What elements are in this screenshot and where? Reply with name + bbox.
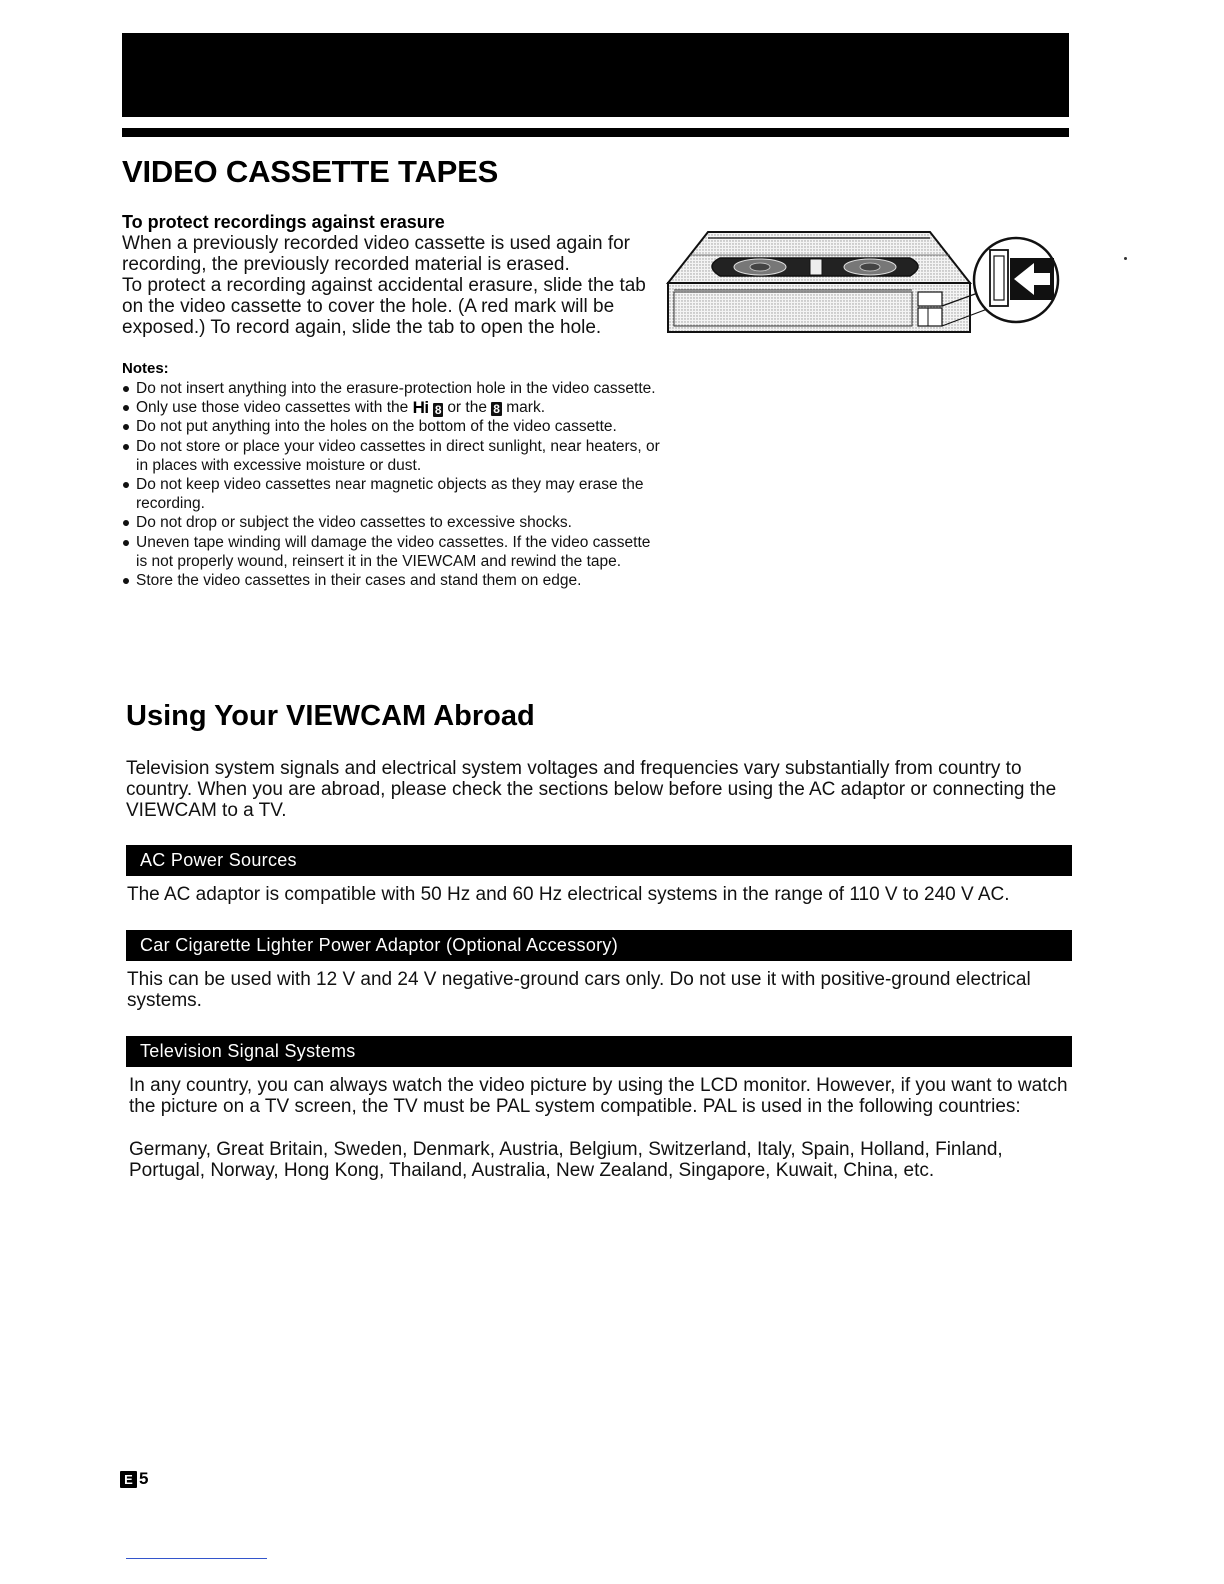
tv-signal-title: Television Signal Systems <box>140 1041 356 1061</box>
note-marks-text-before: Only use those video cassettes with the <box>136 399 409 417</box>
tv-signal-bar <box>126 1036 1072 1067</box>
car-adaptor-title: Car Cigarette Lighter Power Adaptor (Optional Accessory) <box>140 935 619 955</box>
pal-countries-text: Germany, Great Britain, Sweden, Denmark, Austria, Belgium, Switzerland, Italy, Spain, Holland, Finland, Portugal, Norway, Hong Kong, Thailand, Australia, New Zealand, Singapore, Kuwait, China, etc. <box>129 1139 1003 1181</box>
header-black-bar <box>122 33 1069 117</box>
ac-power-text: The AC adaptor is compatible with 50 Hz and 60 Hz electrical systems in the range of 110 V to 240 V AC. <box>127 884 1010 905</box>
tv-signal-text: In any country, you can always watch the video picture by using the LCD monitor. However, if you want to watch the picture on a TV screen, the TV must be PAL system compatible. PAL is used in the following countries: <box>129 1075 1068 1117</box>
video-cassette-illustration <box>660 228 1062 340</box>
protect-heading: To protect recordings against erasure <box>122 212 445 232</box>
page-number-digit: 5 <box>139 1469 149 1488</box>
note-item: Uneven tape winding will damage the video cassettes. If the video cassette is not properly wound, reinsert it in the VIEWCAM and rewind the tape. <box>122 533 662 571</box>
note-item: Do not put anything into the holes on the bottom of the video cassette. <box>122 417 662 436</box>
notes-section <box>122 359 662 590</box>
car-adaptor-bar <box>126 930 1072 961</box>
note-marks-text-middle: or the <box>447 399 487 417</box>
hi8-mark-icon <box>413 398 443 417</box>
ac-power-bar <box>126 845 1072 876</box>
hi-mark-text: Hi <box>412 398 429 418</box>
protect-paragraph-1: When a previously recorded video cassette is used again for recording, the previously recorded material is erased. <box>122 233 630 275</box>
ac-power-title: AC Power Sources <box>140 850 297 870</box>
note-marks-text-after: mark. <box>506 399 546 417</box>
note-item: Do not insert anything into the erasure-protection hole in the video cassette. <box>122 379 662 398</box>
header-rule <box>122 128 1069 137</box>
bottom-rule <box>126 1558 267 1559</box>
notes-heading: Notes: <box>122 360 169 377</box>
protect-section <box>122 211 662 338</box>
note-item: Store the video cassettes in their cases and stand them on edge. <box>122 571 662 590</box>
notes-list <box>122 379 662 590</box>
scan-speck <box>1124 257 1127 260</box>
video-cassette-icon <box>668 232 990 332</box>
abroad-title: Using Your VIEWCAM Abroad <box>126 700 535 732</box>
note-item: Do not drop or subject the video cassettes to excessive shocks. <box>122 513 662 532</box>
language-mark-icon: E <box>120 1471 137 1488</box>
note-item: Do not store or place your video cassettes in direct sunlight, near heaters, or in places with excessive moisture or dust. <box>122 437 662 475</box>
video8-mark-icon: 8 <box>493 402 500 417</box>
protect-paragraph-2: To protect a recording against accidental erasure, slide the tab on the video cassette to cover the hole. (A red mark will be exposed.) To record again, slide the tab to open the hole. <box>122 275 646 338</box>
abroad-intro: Television system signals and electrical system voltages and frequencies vary substantially from country to country. When you are abroad, please check the sections below before using the AC adaptor or connecting the VIEWCAM to a TV. <box>126 758 1057 821</box>
section-title: VIDEO CASSETTE TAPES <box>122 154 499 189</box>
car-adaptor-text: This can be used with 12 V and 24 V negative-ground cars only. Do not use it with positive-ground electrical systems. <box>127 969 1031 1011</box>
page-number <box>120 1469 148 1489</box>
note-item: Do not keep video cassettes near magnetic objects as they may erase the recording. <box>122 475 662 513</box>
note-item-marks <box>122 398 662 417</box>
hi8-digit-badge: 8 <box>434 403 441 418</box>
